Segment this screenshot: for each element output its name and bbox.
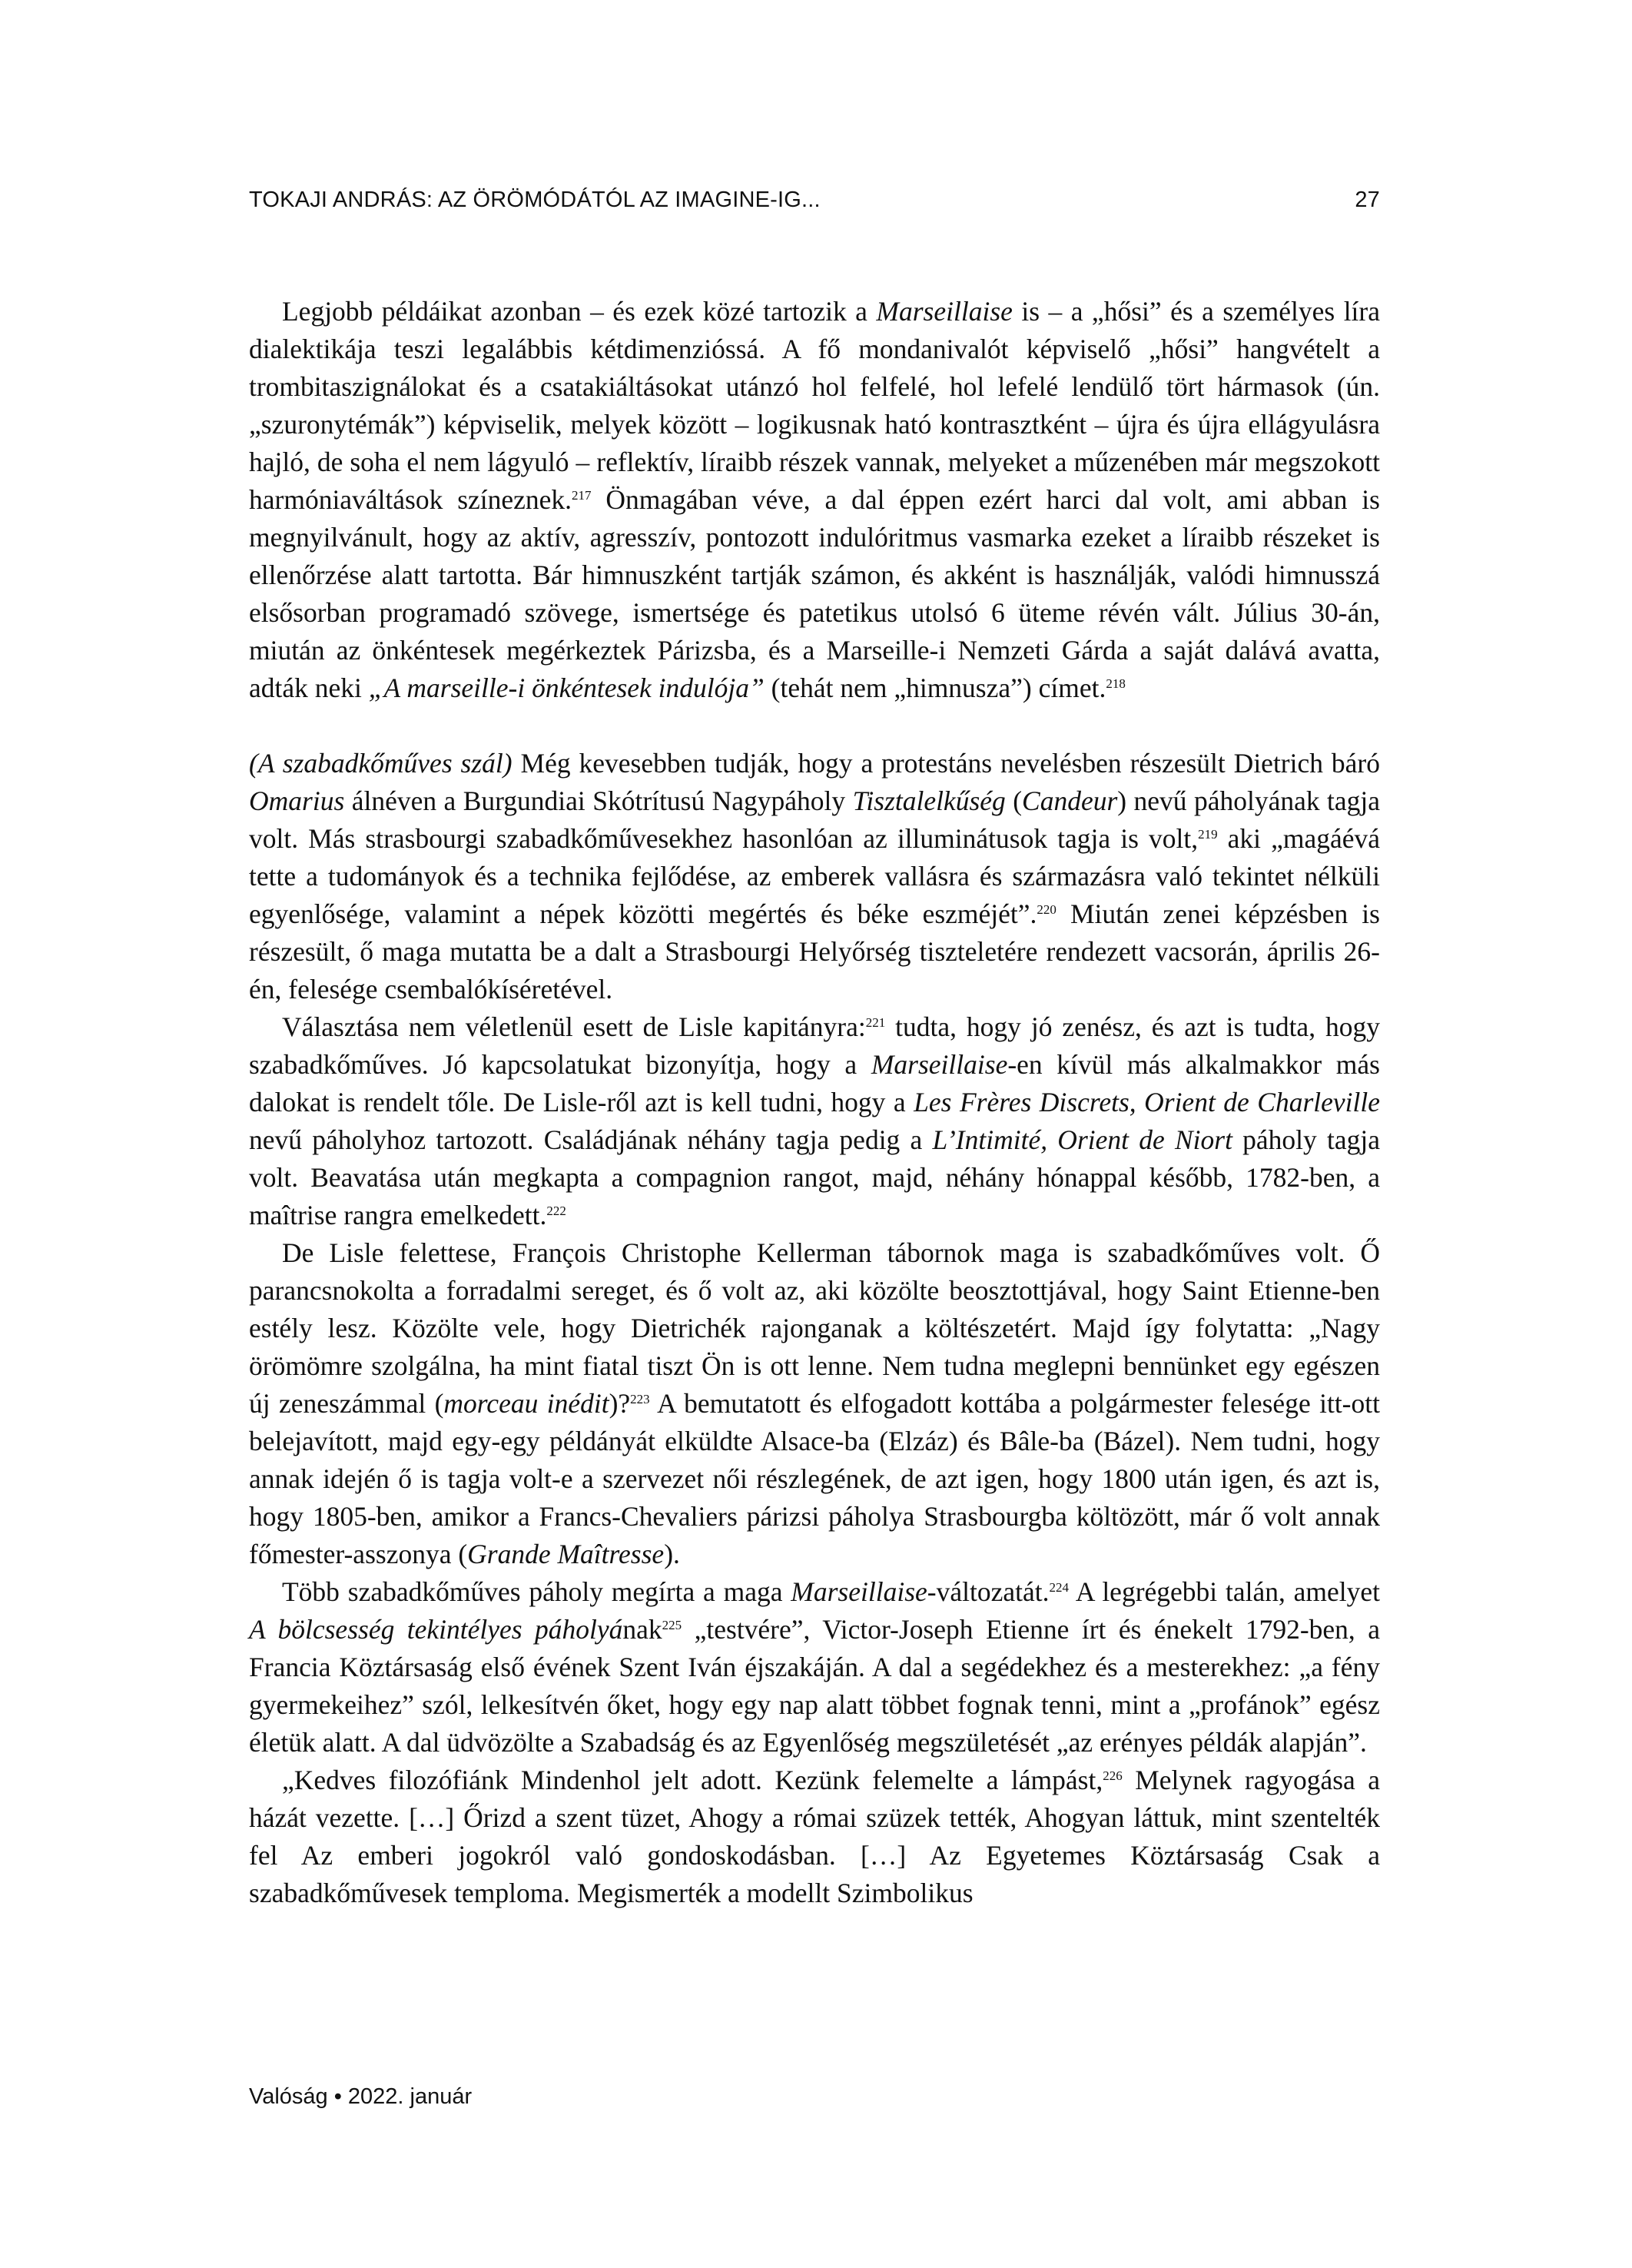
text-run: Melynek ragyogása a házát vezette. […] Őrizd a szent tüzet, Ahogy a római szüzek tették, Ahogyan láttuk, mint szentelték fel Az emberi jogokról való gondoskodásban. […] Az Egyetemes Köztársaság Csak a szabadkőművesek temploma. Megismerték a modellt Szimbolikus [249, 1765, 1380, 1908]
paragraph-2-freemason-section [249, 745, 1380, 1008]
text-run: aki „magáévá tette a tudományok és a technika fejlődése, az emberek vallásra és származásra való tekintet nélküli egyenlősége, valamint a népek közötti megértés és béke eszméjét”. [249, 823, 1380, 929]
text-run: is – a „hősi” és a személyes líra dialektikája teszi legalábbis kétdimenzióssá. A fő mondanivalót képviselő „hősi” hangvételt a trombitaszignálokat és a csatakiáltásokat utánzó hol felfelé, hol lefelé lendülő tört hármasok (ún. „szuronytémák”) képviselik, melyek között – logikusnak ható kontrasztként – újra és újra ellágyulásra hajló, de soha el nem lágyuló – reflektív, líraibb részek vannak, melyeket a műzenében már megszokott harmóniaváltások színeznek. [249, 296, 1380, 515]
italic-text: morceau inédit [443, 1388, 609, 1419]
text-run: nak [622, 1614, 662, 1645]
italic-text: Tisztalelkűség [852, 785, 1006, 816]
text-run: Legjobb példáikat azonban – és ezek közé tartozik a [282, 296, 877, 327]
italic-text: L’Intimité, Orient de Niort [932, 1124, 1232, 1155]
italic-text: Marseillaise [871, 1049, 1008, 1080]
paragraph-3 [249, 1008, 1380, 1234]
text-run: Önmagában véve, a dal éppen ezért harci dal volt, ami abban is megnyilvánult, hogy az aktív, agresszív, pontozott indulóritmus vasmarka ezeket a líraibb részeket is ellenőrzése alatt tartotta. Bár himnuszként tartják számon, és akként is használják, valódi himnusszá elsősorban programadó szövege, ismertsége és patetikus utolsó 6 üteme révén vált. Július 30-án, miután az önkéntesek megérkeztek Párizsba, és a Marseille-i Nemzeti Gárda a saját dalává avatta, adták neki [249, 484, 1380, 703]
footnote-ref: 220 [1037, 902, 1056, 917]
footnote-ref: 222 [546, 1204, 566, 1218]
italic-text: Grande Maîtresse [467, 1539, 665, 1569]
text-run: )? [609, 1388, 631, 1419]
text-run: -változatát. [927, 1576, 1050, 1607]
text-run: nevű páholyhoz tartozott. Családjának néhány tagja pedig a [249, 1124, 933, 1155]
footnote-ref: 223 [630, 1392, 650, 1406]
text-run: ) nevű páholyának tagja volt. Más strasbourgi szabadkőművesekhez hasonlóan az illuminátusok tagja is volt, [249, 785, 1380, 854]
text-run: tudta, hogy jó zenész, és azt is tudta, hogy szabadkőműves. Jó kapcsolatukat bizonyítja, hogy a [249, 1011, 1380, 1080]
paragraph-4 [249, 1234, 1380, 1573]
footnote-ref: 219 [1198, 827, 1218, 842]
italic-text: Marseillaise [876, 296, 1013, 327]
footnote-ref: 226 [1103, 1768, 1123, 1783]
italic-text: A bölcsesség tekintélyes páholyá [249, 1614, 623, 1645]
text-run: ). [664, 1539, 680, 1569]
text-run: Még kevesebben tudják, hogy a protestáns nevelésben részesült Dietrich báró [512, 748, 1380, 779]
footnote-ref: 221 [865, 1015, 886, 1030]
paragraph-5 [249, 1573, 1380, 1762]
footnote-ref: 225 [662, 1618, 682, 1632]
text-run: -en kívül más alkalmakkor más dalokat is rendelt tőle. De Lisle-ről azt is kell tudni, hogy a [249, 1049, 1380, 1117]
text-run: Választása nem véletlenül esett de Lisle kapitányra: [282, 1011, 866, 1042]
italic-text: „A marseille-i önkéntesek indulója” [368, 672, 765, 703]
running-title: TOKAJI ANDRÁS: AZ ÖRÖMÓDÁTÓL AZ IMAGINE-IG... [249, 188, 821, 212]
text-run: Több szabadkőműves páholy megírta a maga [282, 1576, 791, 1607]
footnote-ref: 224 [1049, 1580, 1069, 1595]
text-run: „testvére”, Victor-Joseph Etienne írt és énekelt 1792-ben, a Francia Köztársaság első évének Szent Iván éjszakáján. A dal a segédekhez és a mesterekhez: „a fény gyermekeihez” szól, lelkesítvén őket, hogy egy nap alatt többet fognak tenni, mint a „profánok” egész életük alatt. A dal üdvözölte a Szabadság és az Egyenlőség megszületését „az erényes példák alapján”. [249, 1614, 1380, 1758]
article-body [249, 293, 1380, 1912]
text-run: ( [1005, 785, 1023, 816]
footer-publication: Valóság • 2022. január [249, 2084, 473, 2109]
text-run: (tehát nem „himnusza”) címet. [764, 672, 1106, 703]
text-run: A legrégebbi talán, amelyet [1068, 1576, 1380, 1607]
paragraph-6-quotation [249, 1762, 1380, 1912]
italic-text: Marseillaise [791, 1576, 927, 1607]
italic-text: Candeur [1022, 785, 1118, 816]
footnote-ref: 218 [1106, 676, 1126, 691]
page-number: 27 [1355, 188, 1380, 212]
paragraph-1 [249, 293, 1380, 707]
text-run: A bemutatott és elfogadott kottába a polgármester felesége itt-ott belejavított, majd egy-egy példányát elküldte Alsace-ba (Elzáz) és Bâle-ba (Bázel). Nem tudni, hogy annak idején ő is tagja volt-e a szervezet női részlegének, de azt igen, hogy 1800 után igen, és azt is, hogy 1805-ben, amikor a Francs-Chevaliers párizsi páholya Strasbourgba költözött, már ő volt annak főmester-asszonya ( [249, 1388, 1380, 1569]
text-run: „Kedves filozófiánk Mindenhol jelt adott. Kezünk felemelte a lámpást, [282, 1765, 1103, 1795]
text-run: álnéven a Burgundiai Skótrítusú Nagypáholy [344, 785, 853, 816]
text-run: Miután zenei képzésben is részesült, ő maga mutatta be a dalt a Strasbourgi Helyőrség tiszteletére rendezett vacsorán, április 26-én, felesége csembalókíséretével. [249, 898, 1380, 1004]
italic-text: (A szabadkőműves szál) [249, 748, 512, 779]
italic-text: Omarius [249, 785, 345, 816]
italic-text: Les Frères Discrets, Orient de Charleville [914, 1087, 1380, 1117]
text-run: páholy tagja volt. Beavatása után megkapta a compagnion rangot, majd, néhány hónappal később, 1782-ben, a maîtrise rangra emelkedett. [249, 1124, 1381, 1230]
text-run: De Lisle felettese, François Christophe Kellerman tábornok maga is szabadkőműves volt. Ő parancsnokolta a forradalmi sereget, és ő volt az, aki közölte beosztottjával, hogy Saint Etienne-ben estély lesz. Közölte vele, hogy Dietrichék rajonganak a költészetért. Majd így folytatta: „Nagy örömömre szolgálna, ha mint fiatal tiszt Ön is ott lenne. Nem tudna meglepni bennünket egy egészen új zeneszámmal ( [249, 1237, 1380, 1419]
footnote-ref: 217 [572, 488, 592, 503]
running-header [249, 188, 1380, 213]
